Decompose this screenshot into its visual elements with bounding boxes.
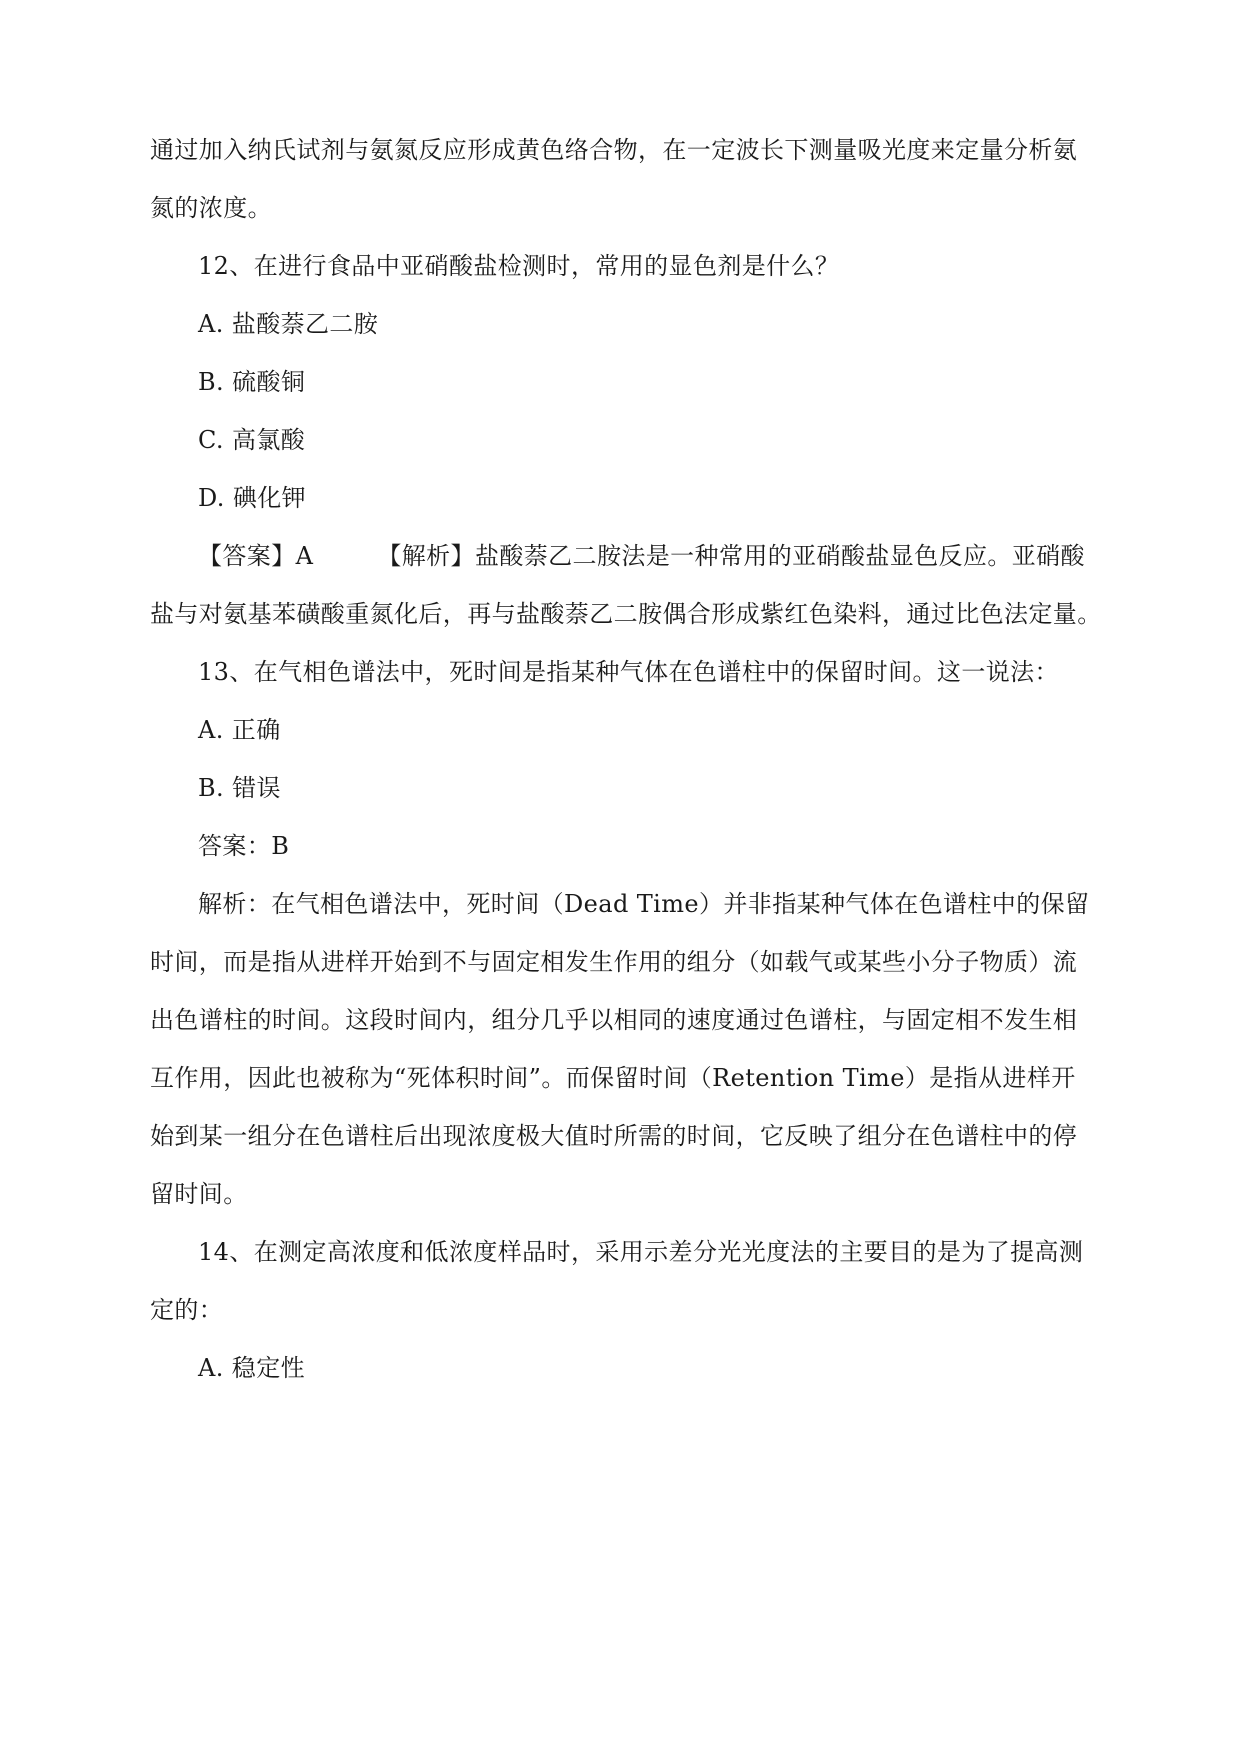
text-line: 盐与对氨基苯磺酸重氮化后，再与盐酸萘乙二胺偶合形成紫红色染料，通过比色法定量。: [150, 600, 1102, 628]
option-b: B. 硫酸铜: [198, 368, 306, 396]
text-line: 通过加入纳氏试剂与氨氮反应形成黄色络合物，在一定波长下测量吸光度来定量分析氨: [150, 136, 1078, 164]
question-12: 12、在进行食品中亚硝酸盐检测时，常用的显色剂是什么？: [198, 252, 840, 280]
text-line: 互作用，因此也被称为“死体积时间”。而保留时间（Retention Time）是指从进样开: [150, 1064, 1076, 1092]
option-a: A. 正确: [198, 716, 281, 744]
text-line: 定的：: [150, 1296, 224, 1324]
text-line: 始到某一组分在色谱柱后出现浓度极大值时所需的时间，它反映了组分在色谱柱中的停: [150, 1122, 1078, 1150]
explanation-text: 【解析】盐酸萘乙二胺法是一种常用的亚硝酸盐显色反应。亚硝酸: [377, 542, 1085, 570]
option-a: A. 盐酸萘乙二胺: [198, 310, 379, 338]
explanation-text: 解析：在气相色谱法中，死时间（Dead Time）并非指某种气体在色谱柱中的保留: [198, 890, 1090, 918]
text-line: 出色谱柱的时间。这段时间内，组分几乎以相同的速度通过色谱柱，与固定相不发生相: [150, 1006, 1078, 1034]
answer-label: 答案：B: [198, 832, 290, 860]
answer-label: 【答案】A: [198, 542, 314, 570]
option-c: C. 高氯酸: [198, 426, 306, 454]
question-13: 13、在气相色谱法中，死时间是指某种气体在色谱柱中的保留时间。这一说法：: [198, 658, 1059, 686]
text-line: 留时间。: [150, 1180, 248, 1208]
answer-explanation-line: [198, 541, 1090, 571]
question-14: 14、在测定高浓度和低浓度样品时，采用示差分光光度法的主要目的是为了提高测: [198, 1238, 1084, 1266]
text-line: 时间，而是指从进样开始到不与固定相发生作用的组分（如载气或某些小分子物质）流: [150, 948, 1078, 976]
option-a: A. 稳定性: [198, 1354, 305, 1382]
option-b: B. 错误: [198, 774, 281, 802]
text-line: 氮的浓度。: [150, 194, 272, 222]
option-d: D. 碘化钾: [198, 484, 307, 512]
